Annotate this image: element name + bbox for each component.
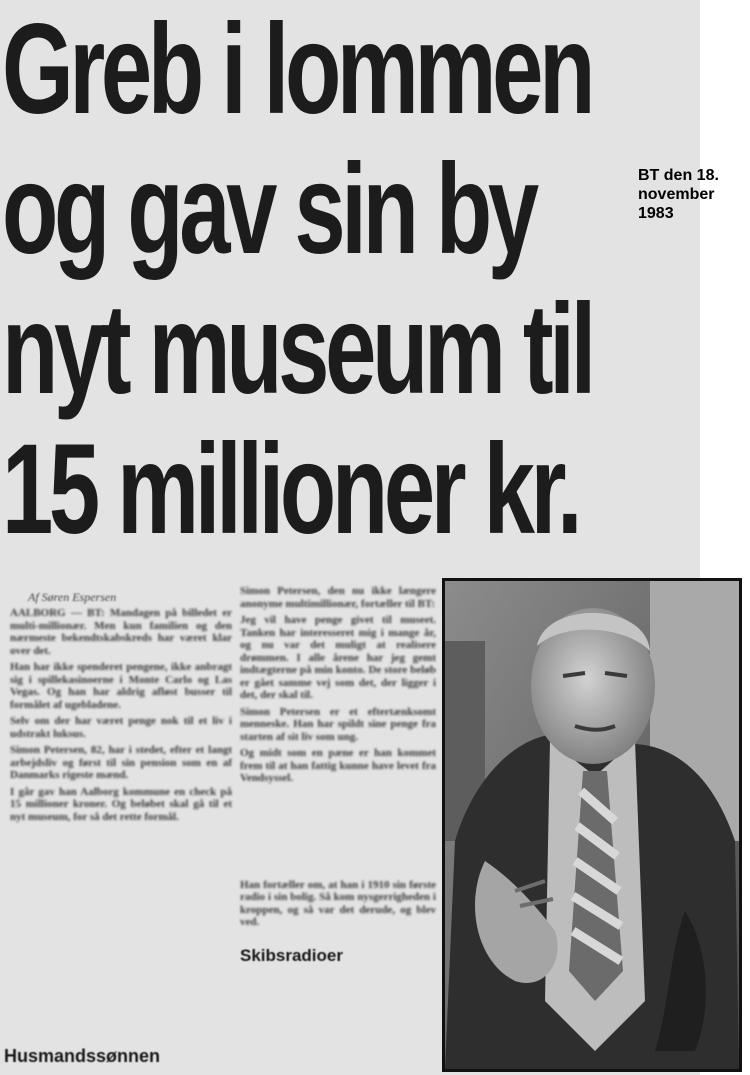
paragraph: Simon Petersen er et eftertænksomt menneske. Han har spildt sine penge fra starten af sit liv som ung. — [240, 705, 436, 743]
caption-line-3: 1983 — [638, 205, 674, 222]
headline-line-2: og gav sin by — [2, 138, 535, 281]
headline-line-1: Greb i lommen — [2, 0, 592, 141]
portrait-photo — [442, 578, 742, 1072]
paragraph: Simon Petersen, 82, har i stedet, efter et langt arbejdsliv og først til sin pension som en af Danmarks rigeste mænd. — [10, 744, 232, 781]
article-column-2 — [240, 585, 436, 1075]
headline-line-3: nyt museum til — [2, 278, 592, 421]
headline-line-4: 15 millioner kr. — [2, 418, 579, 561]
paragraph: I går gav han Aalborg kommune en check på 15 millioner kroner. Og beløbet skal gå til et nyt museum, for så det rette formål. — [10, 785, 232, 823]
paragraph: Selv om der har været penge nok til et liv i udstrakt luksus. — [10, 715, 232, 740]
paragraph: Jeg vil have penge givet til museet. Tanken har interesseret mig i mange år, og nu var det muligt at realisere drømmen. I alle årene har jeg gemt indtægterne på min konto. De store beløb er gået samme vej som det, der ligger i det, der skal til. — [240, 614, 436, 701]
paragraph: Og midt som en pæne er han kommet frem til at han fattig kunne have levet fra Vendsyssel. — [240, 747, 436, 784]
paragraph: Simon Petersen, den nu ikke længere anonyme multimillionær, fortæller til BT: — [240, 585, 436, 610]
article-column-1 — [10, 585, 232, 1075]
headline — [2, 0, 592, 561]
date-caption — [638, 166, 748, 223]
paragraph: AALBORG — BT: Mandagen på billedet er multi-millionær. Men kun familien og den nærmeste bekendtskabskreds har været klar over det. — [10, 607, 232, 657]
caption-line-1: BT den 18. — [638, 167, 719, 184]
caption-line-2: november — [638, 186, 715, 203]
subheading-husmandssonnen: Husmandssønnen — [4, 1046, 161, 1066]
man-portrait-image — [445, 581, 739, 1069]
paragraph: Han har ikke spenderet pengene, ikke anbragt sig i spillekasinoerne i Monte Carlo og Las Vegas. Og han har aldrig afløst busser til formålet af ugebladene. — [10, 661, 232, 711]
paragraph: Han fortæller om, at han i 1910 sin første radio i sin bolig. Så kom nysgerrigheden i kroppen, og så var det derude, og blev ved. — [240, 878, 436, 928]
subheading-skibsradioer: Skibsradioer — [240, 946, 343, 965]
byline: Af Søren Espersen — [28, 590, 117, 604]
